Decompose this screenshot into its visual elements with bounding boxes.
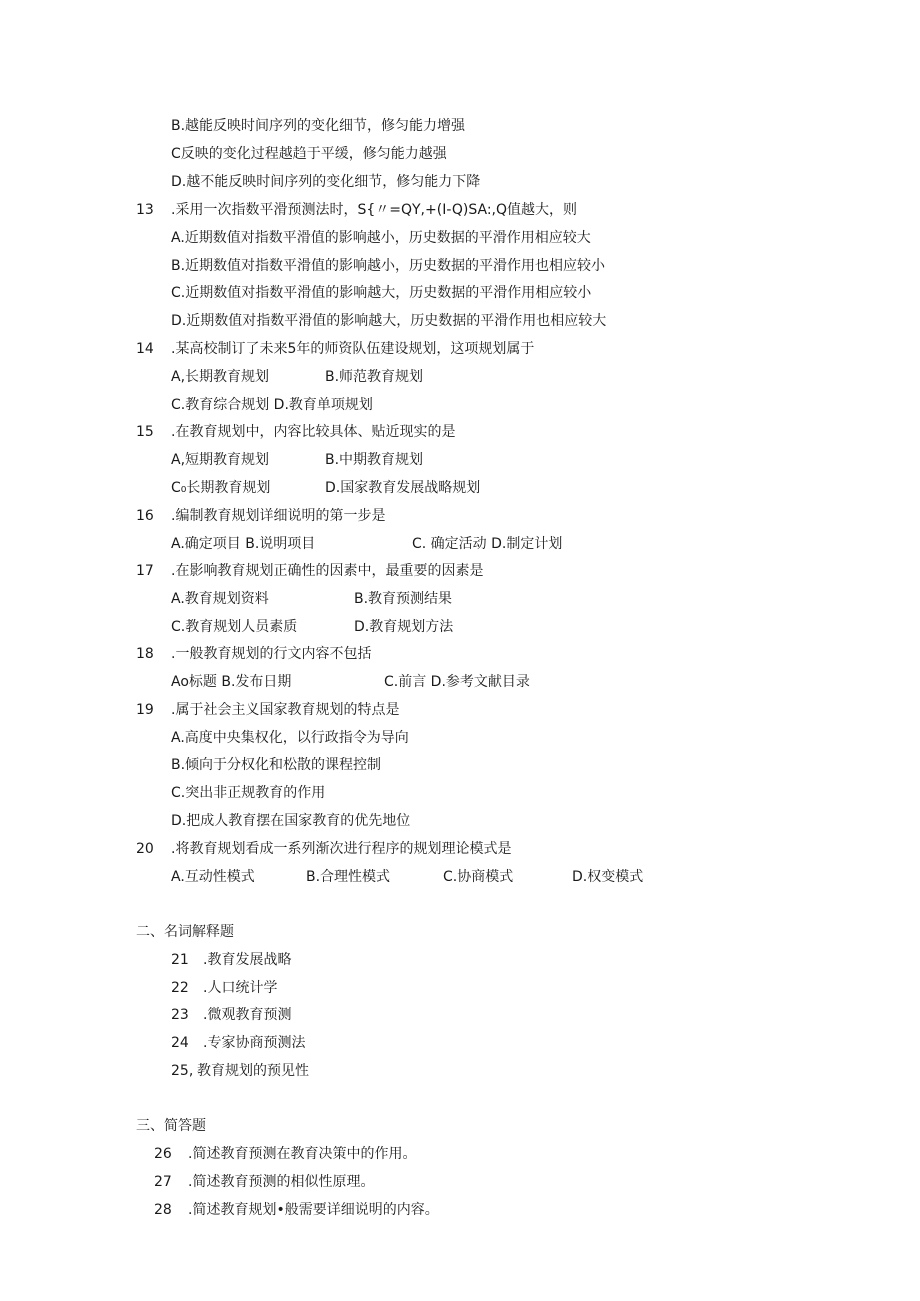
question-stem: .专家协商预测法	[203, 1035, 306, 1051]
option-a: A.互动性模式	[171, 869, 255, 885]
option-d: D.权变模式	[572, 869, 644, 885]
question-stem: .属于社会主义国家教育规划的特点是	[171, 702, 400, 718]
question-number: 23	[171, 1007, 189, 1023]
option-line: B.越能反映时间序列的变化细节，修匀能力增强	[171, 118, 466, 134]
question-number: 15	[136, 424, 154, 440]
section-title: 三、简答题	[136, 1118, 206, 1134]
option-b: B.合理性模式	[306, 869, 391, 885]
question-number: 20	[136, 841, 154, 857]
question-stem: .将教育规划看成一系列渐次进行程序的规划理论模式是	[171, 841, 512, 857]
question-number: 19	[136, 702, 154, 718]
question-number: 16	[136, 508, 154, 524]
question-number: 13	[136, 202, 154, 218]
question-number: 14	[136, 341, 154, 357]
option-line: D.把成人教育摆在国家教育的优先地位	[171, 813, 411, 829]
option-line: A.高度中央集权化，以行政指令为导向	[171, 730, 409, 746]
question-number: 22	[171, 980, 189, 996]
option-b: B.师范教育规划	[325, 369, 424, 385]
question-number: 24	[171, 1035, 189, 1051]
question-number: 17	[136, 563, 154, 579]
question-number: 25,	[171, 1063, 194, 1079]
question-stem: .微观教育预测	[203, 1007, 292, 1023]
question-number: 27	[154, 1174, 172, 1190]
option-d: D.国家教育发展战略规划	[325, 480, 481, 496]
option-c: C₀长期教育规划	[171, 480, 271, 496]
question-stem: 教育规划的预见性	[197, 1063, 309, 1079]
option-line: B.近期数值对指数平滑值的影响越小，历史数据的平滑作用也相应较小	[171, 258, 606, 274]
option-line: C.教育综合规划 D.教育单项规划	[171, 397, 373, 413]
option-line: C.突出非正规教育的作用	[171, 785, 326, 801]
option-cd: C.前言 D.参考文献目录	[384, 674, 530, 690]
question-number: 26	[154, 1146, 172, 1162]
option-a: A,长期教育规划	[171, 369, 270, 385]
option-ab: A.确定项目 B.说明项目	[171, 536, 316, 552]
option-cd: C. 确定活动 D.制定计划	[412, 536, 563, 552]
question-stem: .一般教育规划的行文内容不包括	[171, 646, 372, 662]
option-line: C.近期数值对指数平滑值的影响越大，历史数据的平滑作用相应较小	[171, 285, 592, 301]
question-number: 28	[154, 1202, 172, 1218]
option-line: B.倾向于分权化和松散的课程控制	[171, 757, 382, 773]
option-b: B.教育预测结果	[354, 591, 453, 607]
section-title: 二、名词解释题	[136, 924, 234, 940]
question-number: 18	[136, 646, 154, 662]
option-ab: Ao标题 B.发布日期	[171, 674, 292, 690]
question-number: 21	[171, 952, 189, 968]
option-line: C反映的变化过程越趋于平缓，修匀能力越强	[171, 146, 447, 162]
option-c: C.教育规划人员素质	[171, 619, 298, 635]
option-line: D.越不能反映时间序列的变化细节，修匀能力下降	[171, 174, 481, 190]
option-a: A.教育规划资料	[171, 591, 269, 607]
question-stem: .人口统计学	[203, 980, 278, 996]
question-stem: .编制教育规划详细说明的第一步是	[171, 508, 386, 524]
question-stem: .某高校制订了未来5年的师资队伍建设规划，这项规划属于	[171, 341, 535, 357]
option-a: A,短期教育规划	[171, 452, 270, 468]
option-d: D.教育规划方法	[354, 619, 454, 635]
question-stem: .在教育规划中，内容比较具体、贴近现实的是	[171, 424, 456, 440]
question-stem: .采用一次指数平滑预测法时，S{〃=QY,+(I-Q)SA:,Q值越大，则	[171, 202, 578, 218]
option-b: B.中期教育规划	[325, 452, 424, 468]
question-stem: .简述教育规划•般需要详细说明的内容。	[188, 1202, 439, 1218]
question-stem: .在影响教育规划正确性的因素中，最重要的因素是	[171, 563, 484, 579]
question-stem: .教育发展战略	[203, 952, 292, 968]
question-stem: .简述教育预测的相似性原理。	[188, 1174, 375, 1190]
option-line: D.近期数值对指数平滑值的影响越大，历史数据的平滑作用也相应较大	[171, 313, 607, 329]
question-stem: .简述教育预测在教育决策中的作用。	[188, 1146, 417, 1162]
option-line: A.近期数值对指数平滑值的影响越小，历史数据的平滑作用相应较大	[171, 230, 591, 246]
option-c: C.协商模式	[443, 869, 514, 885]
